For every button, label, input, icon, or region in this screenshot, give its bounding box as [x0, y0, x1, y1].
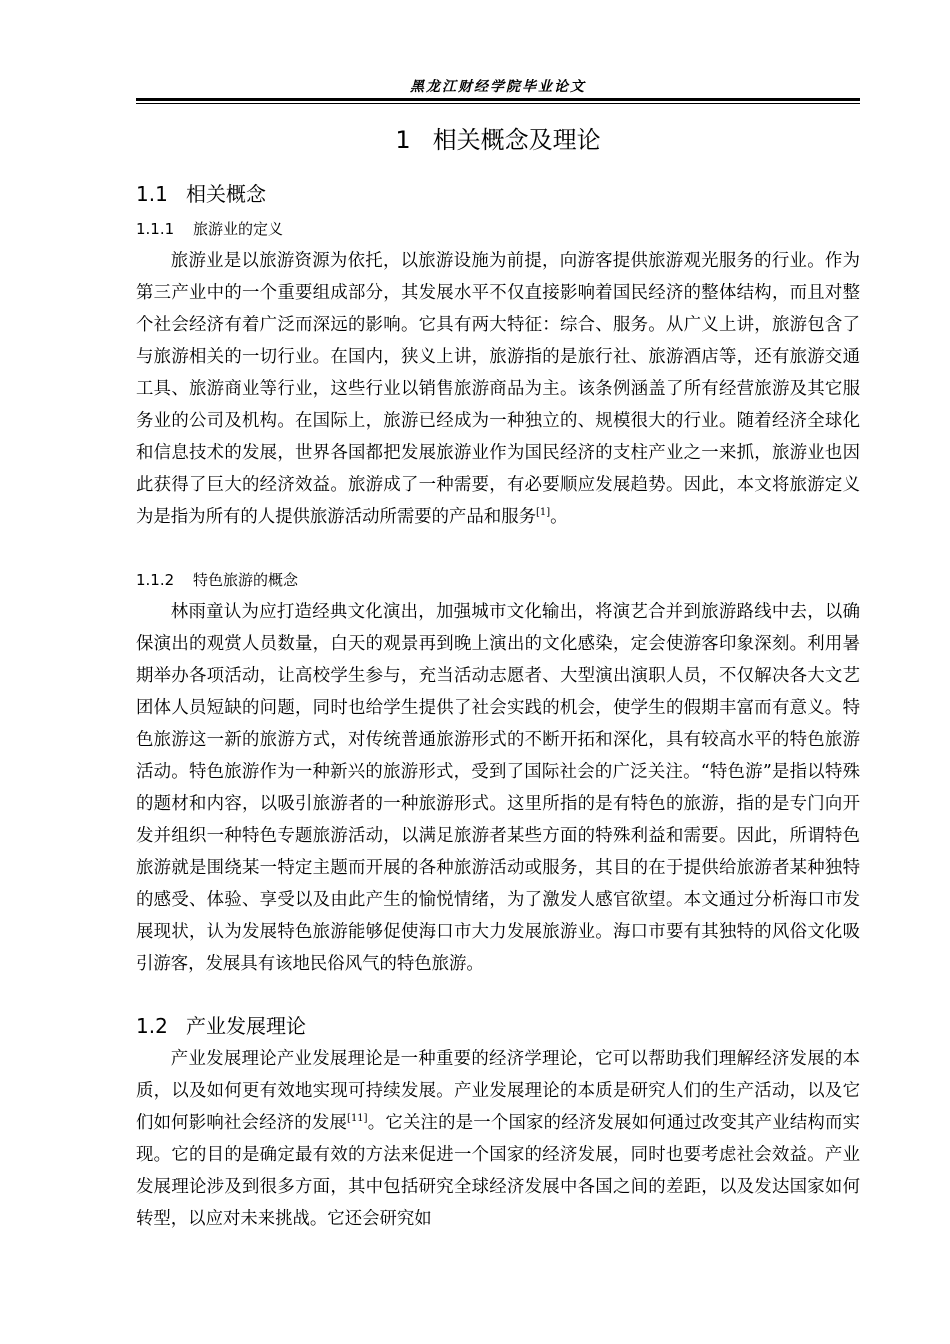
section-heading: [136, 180, 266, 208]
section-title: 产业发展理论: [186, 1014, 306, 1038]
citation: [1]: [536, 507, 551, 519]
body-paragraph: [136, 596, 860, 980]
chapter-number: 1: [395, 126, 411, 154]
chapter-title-text: 相关概念及理论: [432, 126, 601, 154]
citation: [11]: [347, 1113, 368, 1125]
section-title: 相关概念: [186, 182, 266, 206]
section-number: 1.1: [136, 182, 168, 206]
paragraph-tail: 。: [550, 507, 568, 527]
subsection-heading: [136, 217, 283, 241]
body-paragraph: [136, 245, 860, 533]
subsection-heading: [136, 568, 298, 592]
body-paragraph: [136, 1043, 860, 1235]
paragraph-text: 产业发展理论产业发展理论是一种重要的经济学理论，它可以帮助我们理解经济发展的本质，以及如何更有效地实现可持续发展。产业发展理论的本质是研究人们的生产活动，以及它们如何影响社会经济的发展: [136, 1049, 860, 1133]
section-heading: [136, 1012, 306, 1040]
section-number: 1.2: [136, 1014, 168, 1038]
running-header: 黑龙江财经学院毕业论文: [410, 79, 586, 95]
subsection-title: 旅游业的定义: [193, 220, 284, 238]
paragraph-text: 林雨童认为应打造经典文化演出，加强城市文化输出，将演艺合并到旅游路线中去，以确保演出的观赏人员数量，白天的观景再到晚上演出的文化感染，定会使游客印象深刻。利用暑期举办各项活动，让高校学生参与，充当活动志愿者、大型演出演职人员，不仅解决各大文艺团体人员短缺的问题，同时也给学生提供了社会实践的机会，使学生的假期丰富而有意义。特色旅游这一新的旅游方式，对传统普通旅游形式的不断开拓和深化，具有较高水平的特色旅游活动。特色旅游作为一种新兴的旅游形式，受到了国际社会的广泛关注。“特色游”是指以特殊的题材和内容，以吸引旅游者的一种旅游形式。这里所指的是有特色的旅游，指的是专门向开发并组织一种特色专题旅游活动，以满足旅游者某些方面的特殊利益和需要。因此，所谓特色旅游就是围绕某一特定主题而开展的各种旅游活动或服务，其目的在于提供给旅游者某种独特的感受、体验、享受以及由此产生的愉悦情绪，为了激发人感官欲望。本文通过分析海口市发展现状，认为发展特色旅游能够促使海口市大力发展旅游业。海口市要有其独特的风俗文化吸引游客，发展具有该地民俗风气的特色旅游。: [136, 602, 860, 974]
header-rule-thick: [136, 98, 860, 101]
chapter-title: [136, 122, 860, 158]
paragraph-tail: 。它关注的是一个国家的经济发展如何通过改变其产业结构而实现。它的目的是确定最有效的方法来促进一个国家的经济发展，同时也要考虑社会效益。产业发展理论涉及到很多方面，其中包括研究全球经济发展中各国之间的差距，以及发达国家如何转型，以应对未来挑战。它还会研究如: [136, 1113, 860, 1229]
subsection-number: 1.1.2: [136, 571, 175, 589]
paragraph-text: 旅游业是以旅游资源为依托，以旅游设施为前提，向游客提供旅游观光服务的行业。作为第三产业中的一个重要组成部分，其发展水平不仅直接影响着国民经济的整体结构，而且对整个社会经济有着广泛而深远的影响。它具有两大特征：综合、服务。从广义上讲，旅游包含了与旅游相关的一切行业。在国内，狭义上讲，旅游指的是旅行社、旅游酒店等，还有旅游交通工具、旅游商业等行业，这些行业以销售旅游商品为主。该条例涵盖了所有经营旅游及其它服务业的公司及机构。在国际上，旅游已经成为一种独立的、规模很大的行业。随着经济全球化和信息技术的发展，世界各国都把发展旅游业作为国民经济的支柱产业之一来抓，旅游业也因此获得了巨大的经济效益。旅游成了一种需要，有必要顺应发展趋势。因此，本文将旅游定义为是指为所有的人提供旅游活动所需要的产品和服务: [136, 251, 860, 527]
subsection-number: 1.1.1: [136, 220, 175, 238]
subsection-title: 特色旅游的概念: [193, 571, 299, 589]
header-rule-thin: [136, 103, 860, 104]
